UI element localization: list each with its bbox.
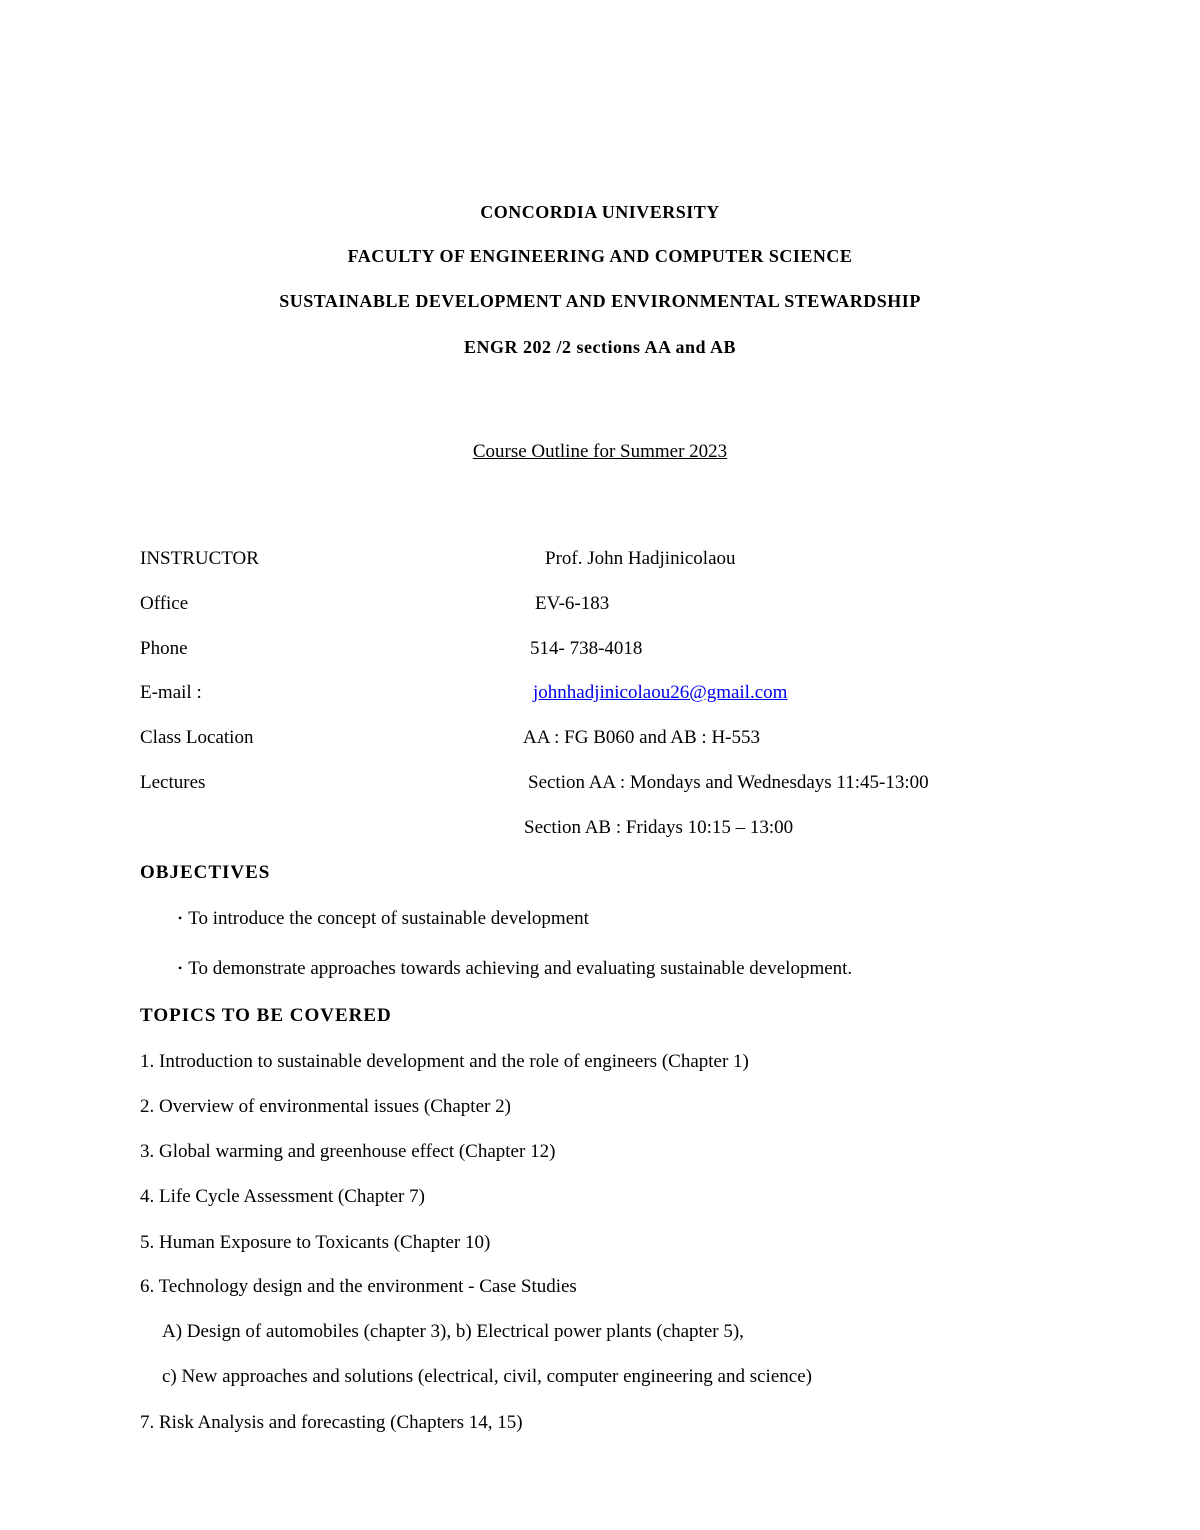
topic-item: 7. Risk Analysis and forecasting (Chapters 14, 15) [140,1412,523,1433]
topic-item: 1. Introduction to sustainable development and the role of engineers (Chapter 1) [140,1051,749,1072]
course-outline-title: Course Outline for Summer 2023 [472,441,728,462]
topic-item: 4. Life Cycle Assessment (Chapter 7) [140,1186,425,1207]
instructor-label: INSTRUCTOR [140,548,259,569]
topic-item: 2. Overview of environmental issues (Chapter 2) [140,1096,511,1117]
phone-value: 514- 738-4018 [530,638,643,659]
objective-item [178,907,589,932]
university-name: CONCORDIA UNIVERSITY [480,202,720,222]
objective-text: To demonstrate approaches towards achieving and evaluating sustainable development. [188,958,853,979]
objective-text: To introduce the concept of sustainable development [188,908,589,929]
bullet-icon: • [178,961,183,975]
lectures-section-aa: Section AA : Mondays and Wednesdays 11:45-13:00 [528,772,929,793]
lectures-section-ab: Section AB : Fridays 10:15 – 13:00 [524,817,794,838]
email-link[interactable]: johnhadjinicolaou26@gmail.com [533,682,788,703]
course-title: SUSTAINABLE DEVELOPMENT AND ENVIRONMENTAL STEWARDSHIP [279,291,921,311]
bullet-icon: • [178,911,183,925]
topics-heading: TOPICS TO BE COVERED [140,1005,392,1026]
phone-label: Phone [140,638,188,659]
topic-item: 6. Technology design and the environment - Case Studies [140,1276,577,1297]
topic-subitem: c) New approaches and solutions (electrical, civil, computer engineering and science) [162,1366,812,1387]
topic-item: 3. Global warming and greenhouse effect (Chapter 12) [140,1141,556,1162]
email-label: E-mail : [140,682,202,703]
objectives-heading: OBJECTIVES [140,862,271,883]
lectures-label: Lectures [140,772,206,793]
instructor-value: Prof. John Hadjinicolaou [545,548,736,569]
faculty-name: FACULTY OF ENGINEERING AND COMPUTER SCIENCE [347,246,853,266]
topic-subitem: A) Design of automobiles (chapter 3), b) Electrical power plants (chapter 5), [162,1321,744,1342]
objective-item [178,957,852,982]
class-location-value: AA : FG B060 and AB : H-553 [523,727,760,748]
course-code: ENGR 202 /2 sections AA and AB [463,337,737,357]
office-value: EV-6-183 [535,593,610,614]
topic-item: 5. Human Exposure to Toxicants (Chapter 10) [140,1232,491,1253]
office-label: Office [140,593,189,614]
class-location-label: Class Location [140,727,254,748]
